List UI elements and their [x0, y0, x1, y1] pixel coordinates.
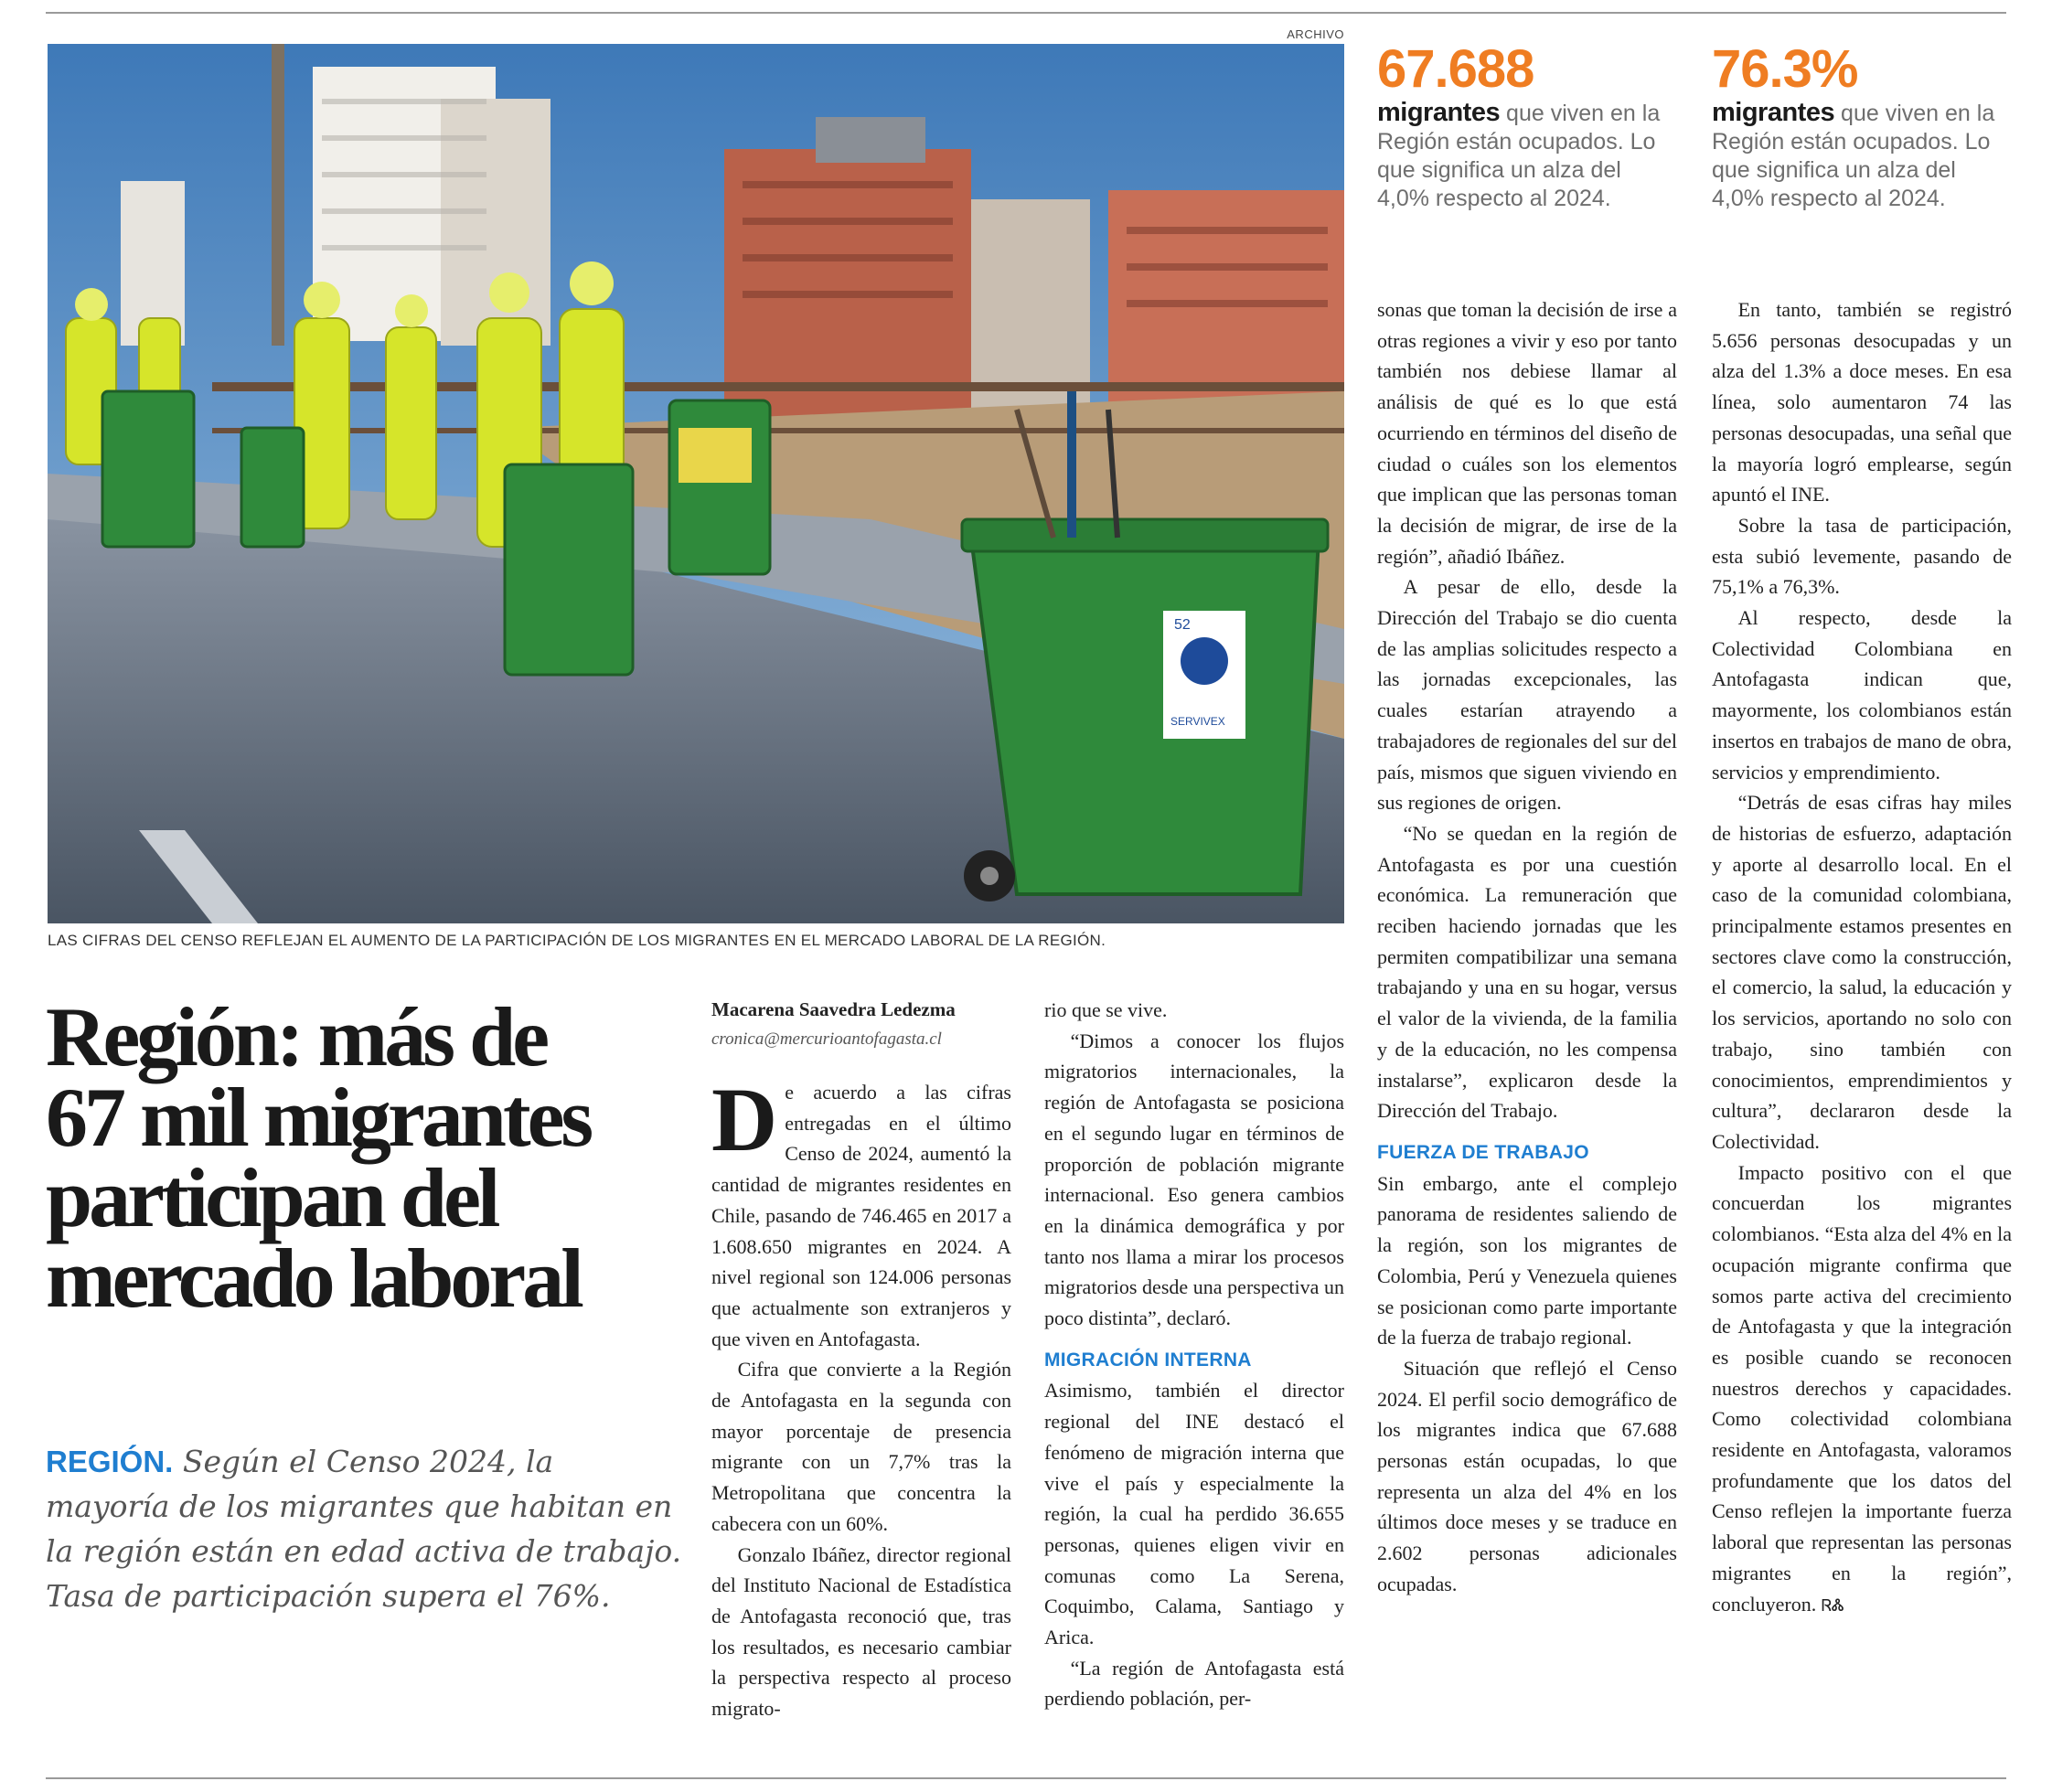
- lede: [46, 1439, 686, 1618]
- headline-line: 67 mil migrantes: [46, 1071, 591, 1164]
- photo-caption: LAS CIFRAS DEL CENSO REFLEJAN EL AUMENTO DE LA PARTICIPACIÓN DE LOS MIGRANTES EN EL MERCADO LABORAL DE LA REGIÓN.: [48, 932, 1106, 949]
- headline-line: participan del: [46, 1151, 497, 1244]
- article-column-2: [1044, 995, 1344, 1714]
- byline-author: Macarena Saavedra Ledezma: [711, 998, 956, 1020]
- paragraph: Al respecto, desde la Colectividad Colombiana en Antofagasta indican que, mayormente, los colombianos están insertos en trabajos de mano de obra, servicios y emprendimiento.: [1712, 606, 2012, 784]
- stat-number: 67.688: [1377, 39, 1534, 99]
- green-bin: [962, 519, 1328, 901]
- bin-number: 52: [1174, 617, 1191, 633]
- bottom-rule: [46, 1777, 2006, 1779]
- drop-cap: D: [711, 1069, 778, 1170]
- stat-text: migrantes que viven en la Región están ocupados. Lo que significa un alza del 4,0% respecto al 2024.: [1377, 98, 1661, 211]
- stat-text: migrantes que viven en la Región están ocupados. Lo que significa un alza del 4,0% respecto al 2024.: [1712, 98, 1995, 211]
- paragraph: A pesar de ello, desde la Dirección del Trabajo se dio cuenta de las amplias solicitudes respecto a las jornadas excepcionales, las cuales estarían atrayendo a trabajadores de regionales del sur del país, mismos que siguen viviendo en sus regiones de origen.: [1377, 575, 1677, 815]
- headline: [46, 990, 686, 1325]
- paragraph: “Detrás de esas cifras hay miles de historias de esfuerzo, adaptación y aporte al desarrollo local. En el caso de la comunidad colombiana, principalmente estamos presentes en sectores clave como la construcción, el comercio, la salud, la educación y los servicios, aportando no solo con trabajo, sino también con conocimientos, emprendimientos y cultura”, declararon desde la Colectividad.: [1712, 791, 2012, 1153]
- paragraph: sonas que toman la decisión de irse a otras regiones a vivir y eso por tanto también nos debiese llamar al análisis de qué es lo que está ocurriendo en términos del diseño de ciudad o cuáles son los elementos que implican que las personas toman la decisión de migrar, de irse de la región”, añadió Ibáñez.: [1377, 298, 1677, 568]
- photo-credit: ARCHIVO: [1287, 27, 1344, 41]
- article-photo: [48, 44, 1344, 923]
- headline-line: mercado laboral: [46, 1232, 581, 1325]
- lede-text: Según el Censo 2024, la mayoría de los migrantes que habitan en la región están en edad activa de trabajo. Tasa de participación supera el 76%.: [46, 1444, 682, 1614]
- paragraph: Sin embargo, ante el complejo panorama de residentes saliendo de la región, son los migrantes de Colombia, Perú y Venezuela quienes se posicionan como parte importante de la fuerza de trabajo regional.: [1377, 1171, 1677, 1349]
- paragraph: Situación que reflejó el Censo 2024. El perfil socio demográfico de los migrantes indica que 67.688 personas están ocupadas, lo que representa un alza del 4% en los últimos doce meses y se traduce en 2.602 personas adicionales ocupadas.: [1377, 1356, 1677, 1595]
- paragraph: “Dimos a conocer los flujos migratorios internacionales, la región de Antofagasta se posiciona en el segundo lugar en términos de proporción de población migrante internacional. Eso genera cambios en la dinámica demográfica y por tanto nos llama a mirar los procesos migratorios desde una perspectiva un poco distinta”, declaró.: [1044, 1029, 1344, 1330]
- article-column-3: [1377, 294, 1677, 1600]
- paragraph: Impacto positivo con el que concuerdan los migrantes colombianos. “Esta alza del 4% en la ocupación migrante confirma que somos parte activa del crecimiento de Antofagasta y que la integración es posible cuando se reconocen nuestros derechos y capacidades. Como colectividad colombiana residente en Antofagasta, valoramos profundamente que los datos del Censo reflejen la importante fuerza laboral que representan las personas migrantes en la región”, concluyeron. ᏒᏜ: [1712, 1160, 2012, 1616]
- paragraph: e acuerdo a las cifras entregadas en el último Censo de 2024, aumentó la cantidad de migrantes residentes en Chile, pasando de 746.465 en 2017 a 1.608.650 migrantes en 2024. A nivel regional son 124.006 personas que actualmente son extranjeros y que viven en Antofagasta.: [711, 1081, 1011, 1350]
- stat-box-employed: [1377, 40, 1679, 213]
- stat-number: 76.3%: [1712, 39, 1858, 99]
- lede-kicker: REGIÓN.: [46, 1445, 174, 1478]
- end-mark-icon: ᏒᏜ: [1821, 1595, 1844, 1615]
- paragraph: Asimismo, también el director regional del INE destacó el fenómeno de migración interna que vive el país y especialmente la región, la cual ha perdido 36.655 personas, quienes eligen vivir en comunas como La Serena, Coquimbo, Calama, Santiago y Arica.: [1044, 1379, 1344, 1649]
- section-heading: FUERZA DE TRABAJO: [1377, 1141, 1589, 1163]
- article-column-1: [711, 993, 1011, 1724]
- top-rule: [46, 12, 2006, 14]
- article-column-4: [1712, 294, 2012, 1621]
- paragraph: “La región de Antofagasta está perdiendo población, per-: [1044, 1656, 1344, 1711]
- byline-email: cronica@mercurioantofagasta.cl: [711, 1029, 942, 1049]
- section-heading: MIGRACIÓN INTERNA: [1044, 1349, 1252, 1371]
- photo-illustration: [48, 44, 1344, 923]
- headline-line: Región: más de: [46, 990, 547, 1083]
- paragraph: Gonzalo Ibáñez, director regional del Instituto Nacional de Estadística de Antofagasta reconoció que, tras los resultados, es necesario cambiar la perspectiva respecto al proceso migrato-: [711, 1542, 1011, 1721]
- stat-box-participation: [1712, 40, 2014, 213]
- bin-label: SERVIVEX: [1170, 715, 1225, 728]
- paragraph: Cifra que convierte a la Región de Antofagasta en la segunda con mayor porcentaje de presencia migrante con un 7,7% tras la Metropolitana que concentra la cabecera con un 60%.: [711, 1358, 1011, 1535]
- paragraph: rio que se vive.: [1044, 998, 1168, 1021]
- paragraph: Sobre la tasa de participación, esta subió levemente, pasando de 75,1% a 76,3%.: [1712, 513, 2012, 599]
- paragraph: “No se quedan en la región de Antofagasta es por una cuestión económica. La remuneración que reciben haciendo jornadas que les permiten compatibilizar una semana trabajando y una en su hogar, versus el valor de la vivienda, de la familia y de la educación, no les compensa instalarse”, explicaron desde la Dirección del Trabajo.: [1377, 821, 1677, 1123]
- paragraph: En tanto, también se registró 5.656 personas desocupadas y un alza del 1.3% a doce meses. En esa línea, solo aumentaron 74 las personas desocupadas, una señal que la mayoría logró emplearse, según apuntó el INE.: [1712, 298, 2012, 507]
